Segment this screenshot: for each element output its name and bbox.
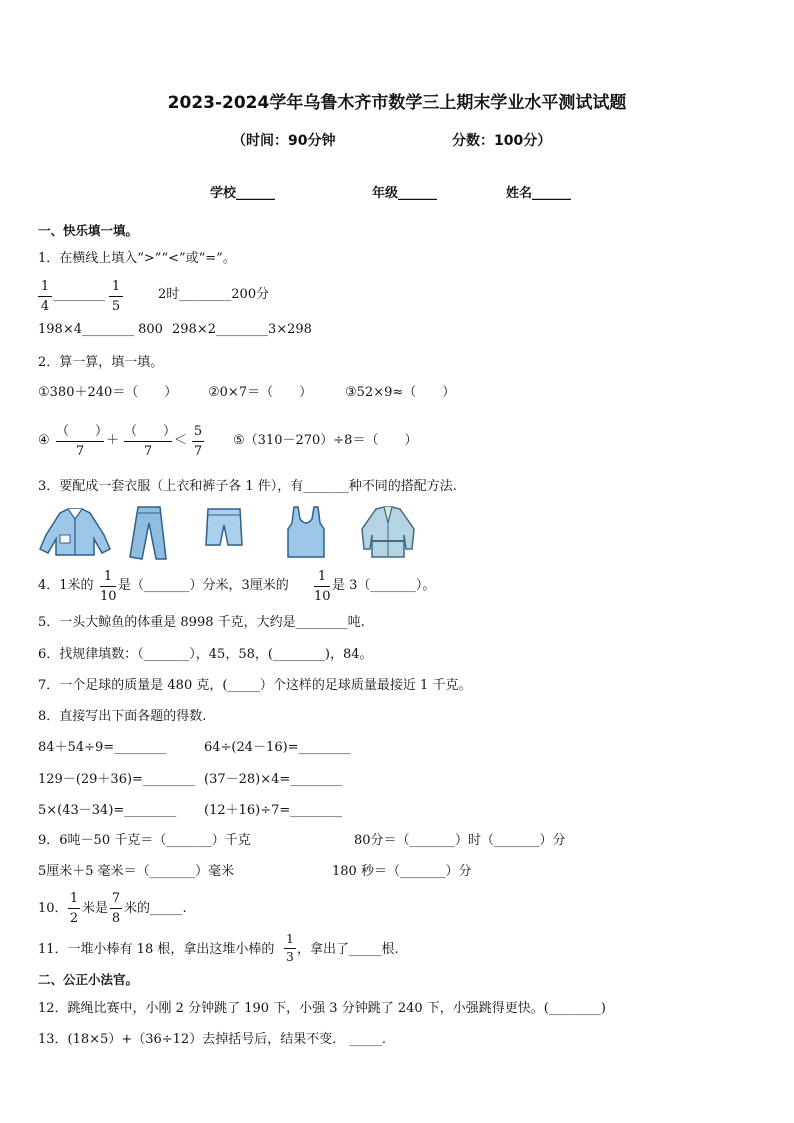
- fraction-one-third: [284, 932, 296, 965]
- denominator: 7: [193, 444, 203, 459]
- section-heading-1: 一、快乐填一填。: [38, 223, 139, 238]
- question-4-part1: 4．1米的: [38, 578, 94, 593]
- question-5: 5．一头大鲸鱼的体重是 8998 千克，大约是________吨.: [38, 615, 365, 630]
- question-2-e: ⑤（310－270）÷8＝（ ）: [233, 433, 418, 448]
- question-4-part3: 是 3（_______）。: [332, 578, 436, 593]
- question-8: 8．直接写出下面各题的得数.: [38, 709, 207, 724]
- question-2-a: ①380＋240＝（ ）: [38, 385, 178, 400]
- question-8-e: 5×(43－34)=________: [38, 803, 177, 818]
- question-10-label: 10．: [38, 901, 68, 916]
- tank-top-icon: [284, 505, 328, 559]
- fraction-one-half: [68, 890, 80, 927]
- question-9-c: 5厘米＋5 毫米＝（_______）毫米: [38, 864, 235, 879]
- fraction-bar: [100, 586, 116, 587]
- denominator: 7: [75, 444, 85, 459]
- grade-field: 年级______: [372, 186, 438, 201]
- fraction-bar: [109, 296, 123, 297]
- jacket-icon: [38, 505, 112, 559]
- denominator: 10: [314, 589, 331, 604]
- coat-icon: [358, 505, 418, 559]
- question-9-a: 9．6吨－50 千克＝（_______）千克: [38, 833, 251, 848]
- page-title: 2023-2024学年乌鲁木齐市数学三上期末学业水平测试试题: [167, 93, 627, 113]
- fraction-bar: [284, 948, 296, 949]
- question-1-b: 2时________200分: [158, 287, 270, 302]
- name-field: 姓名______: [506, 186, 572, 201]
- numerator: 7: [111, 891, 121, 906]
- question-1: 1．在横线上填入“>”“<”或“=”。: [38, 251, 236, 266]
- question-2-b: ②0×7＝（ ）: [208, 385, 313, 400]
- fraction-bar: [110, 908, 122, 909]
- school-field: 学校______: [210, 186, 276, 201]
- numerator: 1: [40, 279, 50, 294]
- denominator: 3: [286, 950, 294, 964]
- question-9-d: 180 秒＝（_______）分: [332, 864, 472, 879]
- question-2: 2．算一算，填一填。: [38, 355, 164, 370]
- fraction-blank-over-7-a: [56, 423, 109, 460]
- numerator-blank: （ ）: [56, 424, 109, 439]
- fraction-bar: [68, 908, 80, 909]
- question-6: 6．找规律填数：（_______），45，58，(________)，84。: [38, 647, 373, 662]
- denominator: 4: [40, 299, 50, 314]
- question-13: 13．(18×5）+（36÷12）去掉括号后，结果不变． _____.: [38, 1032, 386, 1047]
- denominator: 7: [143, 444, 153, 459]
- exam-time: （时间：90分钟: [232, 133, 336, 149]
- numerator: 1: [317, 569, 327, 584]
- fraction-one-quarter: [38, 278, 52, 315]
- question-1-d: 298×2________3×298: [172, 322, 312, 337]
- question-3: 3．要配成一套衣服（上衣和裤子各 1 件），有_______种不同的搭配方法.: [38, 479, 457, 494]
- denominator: 8: [111, 911, 121, 926]
- trousers-icon: [126, 505, 170, 561]
- section-heading-2: 二、公正小法官。: [38, 972, 139, 987]
- question-10-part3: 米的_____.: [124, 901, 187, 916]
- numerator: 1: [111, 279, 121, 294]
- fraction-seven-eighths: [110, 890, 122, 927]
- question-8-b: 64÷(24－16)=________: [204, 740, 351, 755]
- fraction-bar: [56, 441, 104, 442]
- fraction-bar: [192, 441, 204, 442]
- question-9-b: 80分＝（_______）时（_______）分: [354, 833, 566, 848]
- fraction-bar: [124, 441, 172, 442]
- fraction-bar: [314, 586, 330, 587]
- question-2-c: ③52×9≈（ ）: [345, 385, 456, 400]
- question-8-c: 129－(29＋36)=________: [38, 772, 195, 787]
- question-2-d-label: ④: [38, 433, 50, 448]
- question-1-c: 198×4________ 800: [38, 322, 163, 337]
- question-8-f: (12＋16)÷7=________: [204, 803, 343, 818]
- question-8-d: (37－28)×4=________: [204, 772, 343, 787]
- question-8-a: 84＋54÷9=________: [38, 740, 167, 755]
- denominator: 2: [69, 911, 79, 926]
- numerator-blank: （ ）: [124, 424, 177, 439]
- answer-blank: ________: [53, 287, 105, 302]
- fraction-bar: [38, 296, 52, 297]
- denominator: 10: [100, 589, 117, 604]
- denominator: 5: [111, 299, 121, 314]
- numerator: 1: [103, 569, 113, 584]
- fraction-five-sevenths: [192, 423, 204, 460]
- fraction-blank-over-7-b: [124, 423, 177, 460]
- fraction-one-tenth-a: [100, 568, 116, 605]
- question-4-part2: 是（_______）分米，3厘米的: [118, 578, 289, 593]
- numerator: 1: [286, 932, 294, 946]
- exam-score: 分数：100分）: [452, 133, 552, 149]
- fraction-one-fifth: [109, 278, 123, 315]
- shorts-icon: [204, 505, 244, 549]
- numerator: 1: [69, 891, 79, 906]
- question-11-part2: ，拿出了_____根.: [297, 942, 399, 957]
- fraction-one-tenth-b: [314, 568, 330, 605]
- numerator: 5: [193, 424, 203, 439]
- question-11-part1: 11．一堆小棒有 18 根，拿出这堆小棒的: [38, 942, 275, 957]
- question-7: 7．一个足球的质量是 480 克，(_____）个这样的足球质量最接近 1 千克。: [38, 678, 472, 693]
- plus-sign: ＋: [106, 433, 120, 448]
- less-than-sign: ＜: [174, 433, 188, 448]
- question-12: 12．跳绳比赛中，小刚 2 分钟跳了 190 下，小强 3 分钟跳了 240 下，小强跳得更快。(________): [38, 1001, 606, 1016]
- question-10-part2: 米是: [82, 901, 109, 916]
